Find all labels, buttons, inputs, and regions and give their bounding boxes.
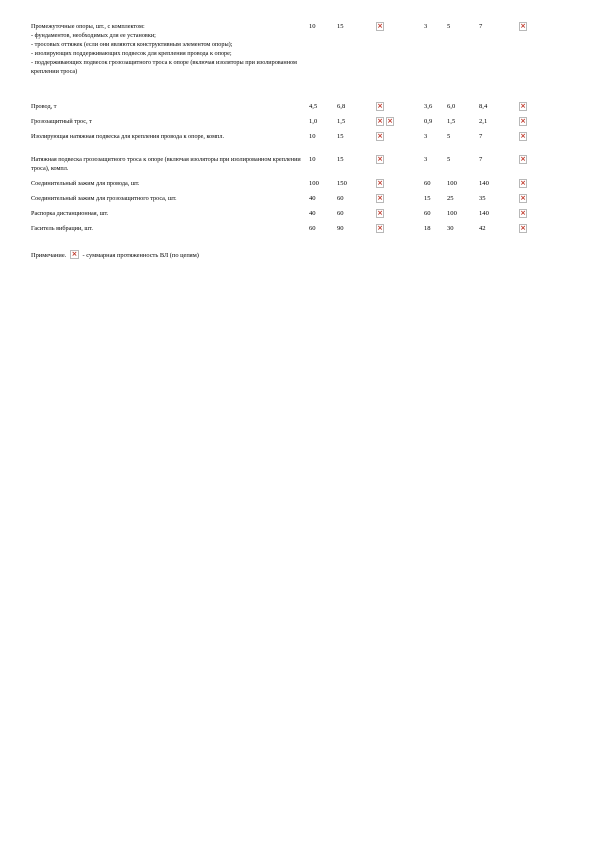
broken-image-icon [386, 117, 394, 126]
broken-image-icon [376, 179, 384, 188]
value-cell: 40 [309, 195, 316, 202]
value-cell: 3 [424, 133, 428, 140]
row-description: Гаситель вибрации, шт. [31, 225, 93, 232]
value-cell: 7 [479, 133, 483, 140]
value-cell: 3,6 [424, 103, 433, 110]
value-cell: 2,1 [479, 118, 488, 125]
value-cell: 60 [337, 195, 344, 202]
broken-image-icon [376, 194, 384, 203]
broken-image-icon [519, 194, 527, 203]
value-cell: 6,8 [337, 103, 346, 110]
row-description: Грозозащитный трос, т [31, 118, 92, 125]
value-cell: 18 [424, 225, 431, 232]
broken-image-icon [376, 224, 384, 233]
row-description: Изолирующая натяжная подвеска для крепления провода к опоре, компл. [31, 133, 225, 140]
broken-image-icon [519, 224, 527, 233]
broken-image-icon [519, 132, 527, 141]
row-description: Промежуточные опоры, шт., с комплектом: - фундаментов, необходимых для ее установки; - тросовых оттяжек (если они являются конструктивным элементом опоры); - изолирующих поддерживающих подвесок для крепления провода к опоре; - поддерживающих подвесок грозозащитного троса к опоре (включая изоляторы при изолированном креплении троса) [31, 23, 297, 75]
broken-image-icon [519, 179, 527, 188]
value-cell: 15 [337, 23, 344, 30]
value-cell: 10 [309, 156, 316, 163]
broken-image-icon [376, 209, 384, 218]
value-cell: 140 [479, 210, 489, 217]
broken-image-icon [376, 22, 384, 31]
broken-image-icon [519, 209, 527, 218]
value-cell: 15 [424, 195, 431, 202]
value-cell: 7 [479, 156, 483, 163]
value-cell: 6,0 [447, 103, 456, 110]
row-description: Натяжная подвеска грозозащитного троса к опоре (включая изоляторы при изолированном креплении троса), компл. [31, 156, 301, 172]
value-cell: 150 [337, 180, 347, 187]
value-cell: 1,5 [337, 118, 346, 125]
value-cell: 30 [447, 225, 454, 232]
row-description: Соединительный зажим для грозозащитного троса, шт. [31, 195, 177, 202]
value-cell: 15 [337, 133, 344, 140]
value-cell: 40 [309, 210, 316, 217]
value-cell: 10 [309, 23, 316, 30]
value-cell: 60 [424, 180, 431, 187]
footnote-prefix: Примечание. [31, 252, 67, 259]
broken-image-icon [376, 132, 384, 141]
row-description: Провод, т [31, 103, 57, 110]
value-cell: 4,5 [309, 103, 318, 110]
value-cell: 25 [447, 195, 454, 202]
value-cell: 3 [424, 156, 428, 163]
value-cell: 42 [479, 225, 486, 232]
row-description: Соединительный зажим для провода, шт. [31, 180, 140, 187]
value-cell: 10 [309, 133, 316, 140]
broken-image-icon [376, 155, 384, 164]
broken-image-icon [70, 250, 79, 259]
value-cell: 100 [447, 210, 457, 217]
value-cell: 3 [424, 23, 428, 30]
value-cell: 60 [424, 210, 431, 217]
value-cell: 140 [479, 180, 489, 187]
value-cell: 0,9 [424, 118, 433, 125]
broken-image-icon [376, 117, 384, 126]
broken-image-icon [519, 102, 527, 111]
value-cell: 7 [479, 23, 483, 30]
value-cell: 90 [337, 225, 344, 232]
value-cell: 5 [447, 23, 451, 30]
value-cell: 1,0 [309, 118, 318, 125]
value-cell: 15 [337, 156, 344, 163]
table-footnote [31, 250, 199, 260]
value-cell: 35 [479, 195, 486, 202]
value-cell: 8,4 [479, 103, 488, 110]
value-cell: 5 [447, 133, 451, 140]
value-cell: 60 [309, 225, 316, 232]
value-cell: 100 [309, 180, 319, 187]
row-description: Распорка дистанционная, шт. [31, 210, 109, 217]
footnote-text: - суммарная протяженность ВЛ (по цепям) [82, 252, 199, 259]
value-cell: 60 [337, 210, 344, 217]
broken-image-icon [519, 22, 527, 31]
value-cell: 1,5 [447, 118, 456, 125]
broken-image-icon [376, 102, 384, 111]
broken-image-icon [519, 117, 527, 126]
value-cell: 100 [447, 180, 457, 187]
broken-image-icon [519, 155, 527, 164]
value-cell: 5 [447, 156, 451, 163]
